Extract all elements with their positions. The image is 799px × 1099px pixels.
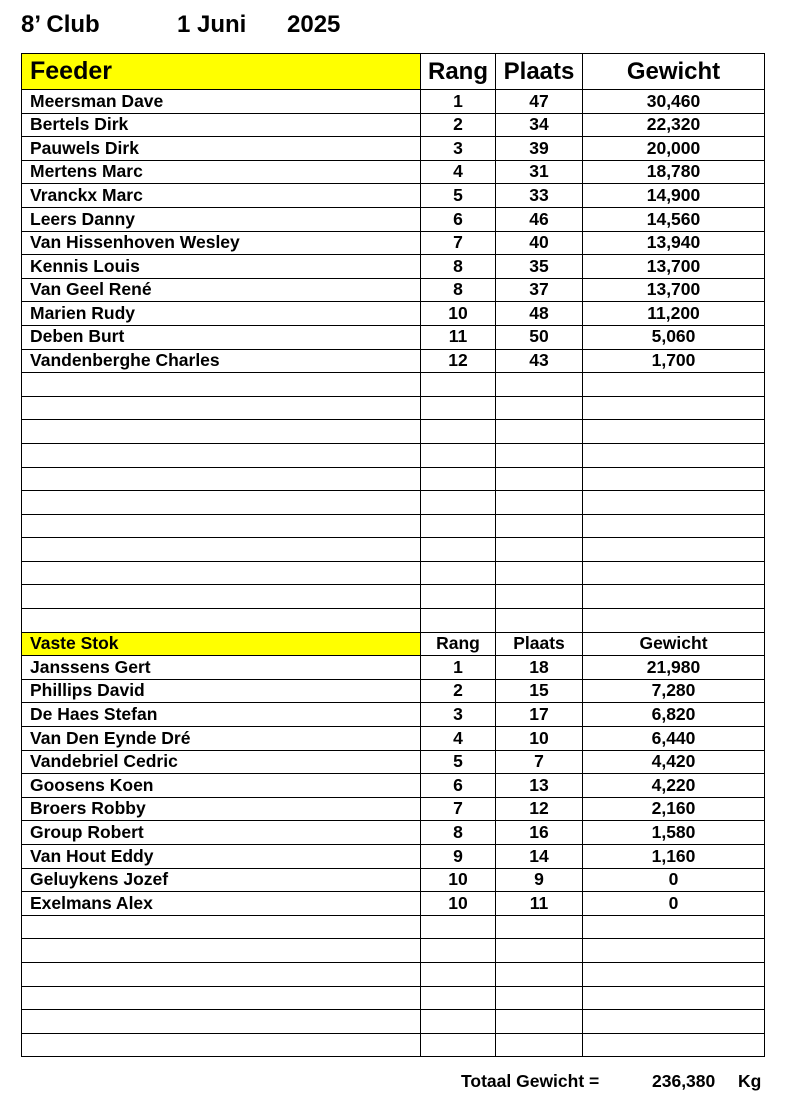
empty-cell [496, 1010, 583, 1034]
rang-cell: 6 [421, 207, 496, 231]
total-weight-label: Totaal Gewicht = [461, 1070, 600, 1091]
empty-cell [22, 609, 421, 633]
empty-cell [583, 915, 765, 939]
empty-cell [421, 609, 496, 633]
empty-cell [421, 373, 496, 397]
empty-cell [583, 585, 765, 609]
empty-cell [421, 962, 496, 986]
plaats-cell: 47 [496, 90, 583, 114]
total-weight-value: 236,380 [652, 1070, 716, 1091]
rang-cell: 1 [421, 90, 496, 114]
angler-name: Goosens Koen [22, 774, 421, 798]
empty-cell [421, 561, 496, 585]
angler-name: Vandebriel Cedric [22, 750, 421, 774]
rang-cell: 3 [421, 137, 496, 161]
gewicht-cell: 5,060 [583, 325, 765, 349]
table-row [22, 892, 765, 916]
empty-cell [496, 514, 583, 538]
empty-cell [22, 443, 421, 467]
empty-row [22, 467, 765, 491]
angler-name: Leers Danny [22, 207, 421, 231]
gewicht-cell: 0 [583, 868, 765, 892]
rang-cell: 5 [421, 750, 496, 774]
gewicht-cell: 21,980 [583, 656, 765, 680]
empty-cell [421, 1033, 496, 1057]
empty-cell [496, 939, 583, 963]
plaats-cell: 46 [496, 207, 583, 231]
plaats-cell: 12 [496, 797, 583, 821]
gewicht-cell: 4,220 [583, 774, 765, 798]
angler-name: De Haes Stefan [22, 703, 421, 727]
empty-cell [496, 1033, 583, 1057]
empty-cell [421, 491, 496, 515]
empty-row [22, 514, 765, 538]
page-title [21, 8, 340, 42]
gewicht-cell: 1,700 [583, 349, 765, 373]
plaats-cell: 16 [496, 821, 583, 845]
empty-row [22, 1010, 765, 1034]
angler-name: Van Hissenhoven Wesley [22, 231, 421, 255]
empty-row [22, 939, 765, 963]
empty-cell [421, 585, 496, 609]
rang-cell: 2 [421, 679, 496, 703]
plaats-cell: 40 [496, 231, 583, 255]
section-title: Vaste Stok [22, 632, 421, 656]
gewicht-cell: 30,460 [583, 90, 765, 114]
gewicht-cell: 2,160 [583, 797, 765, 821]
empty-cell [496, 491, 583, 515]
empty-row [22, 538, 765, 562]
empty-row [22, 561, 765, 585]
empty-row [22, 443, 765, 467]
empty-cell [583, 443, 765, 467]
empty-cell [22, 561, 421, 585]
empty-row [22, 986, 765, 1010]
gewicht-cell: 20,000 [583, 137, 765, 161]
gewicht-cell: 18,780 [583, 160, 765, 184]
total-weight-unit: Kg [738, 1070, 762, 1091]
plaats-cell: 10 [496, 727, 583, 751]
empty-cell [583, 1010, 765, 1034]
rang-cell: 3 [421, 703, 496, 727]
plaats-cell: 14 [496, 845, 583, 869]
empty-cell [421, 986, 496, 1010]
empty-cell [22, 491, 421, 515]
empty-cell [583, 396, 765, 420]
plaats-cell: 15 [496, 679, 583, 703]
gewicht-cell: 4,420 [583, 750, 765, 774]
empty-cell [496, 962, 583, 986]
empty-cell [583, 561, 765, 585]
column-header-gewicht: Gewicht [583, 632, 765, 656]
empty-row [22, 396, 765, 420]
table-row [22, 750, 765, 774]
angler-name: Meersman Dave [22, 90, 421, 114]
rang-cell: 12 [421, 349, 496, 373]
empty-cell [496, 443, 583, 467]
plaats-cell: 39 [496, 137, 583, 161]
table-row [22, 160, 765, 184]
rang-cell: 9 [421, 845, 496, 869]
empty-cell [421, 443, 496, 467]
plaats-cell: 43 [496, 349, 583, 373]
empty-cell [22, 939, 421, 963]
rang-cell: 7 [421, 797, 496, 821]
rang-cell: 10 [421, 892, 496, 916]
empty-cell [22, 538, 421, 562]
gewicht-cell: 14,900 [583, 184, 765, 208]
gewicht-cell: 13,700 [583, 278, 765, 302]
empty-cell [22, 514, 421, 538]
gewicht-cell: 6,820 [583, 703, 765, 727]
empty-cell [22, 962, 421, 986]
event-year: 2025 [287, 11, 341, 38]
empty-cell [22, 467, 421, 491]
empty-cell [496, 915, 583, 939]
table-row [22, 774, 765, 798]
empty-cell [496, 373, 583, 397]
empty-cell [496, 561, 583, 585]
feeder-header-row [22, 54, 765, 90]
table-row [22, 821, 765, 845]
plaats-cell: 50 [496, 325, 583, 349]
empty-row [22, 491, 765, 515]
plaats-cell: 34 [496, 113, 583, 137]
angler-name: Pauwels Dirk [22, 137, 421, 161]
table-row [22, 703, 765, 727]
empty-cell [583, 962, 765, 986]
plaats-cell: 13 [496, 774, 583, 798]
empty-cell [583, 609, 765, 633]
event-date: 1 Juni [177, 11, 247, 38]
plaats-cell: 37 [496, 278, 583, 302]
rang-cell: 11 [421, 325, 496, 349]
table-row [22, 868, 765, 892]
empty-cell [22, 396, 421, 420]
rang-cell: 8 [421, 821, 496, 845]
table-row [22, 679, 765, 703]
angler-name: Mertens Marc [22, 160, 421, 184]
rang-cell: 2 [421, 113, 496, 137]
empty-cell [496, 467, 583, 491]
gewicht-cell: 0 [583, 892, 765, 916]
table-row [22, 137, 765, 161]
empty-row [22, 585, 765, 609]
gewicht-cell: 1,580 [583, 821, 765, 845]
table-row [22, 727, 765, 751]
empty-cell [421, 1010, 496, 1034]
angler-name: Marien Rudy [22, 302, 421, 326]
plaats-cell: 33 [496, 184, 583, 208]
column-header-gewicht: Gewicht [583, 54, 765, 90]
empty-cell [421, 467, 496, 491]
rang-cell: 8 [421, 278, 496, 302]
plaats-cell: 9 [496, 868, 583, 892]
rang-cell: 5 [421, 184, 496, 208]
rang-cell: 8 [421, 255, 496, 279]
empty-cell [583, 373, 765, 397]
empty-cell [496, 420, 583, 444]
rang-cell: 4 [421, 727, 496, 751]
angler-name: Exelmans Alex [22, 892, 421, 916]
column-header-plaats: Plaats [496, 54, 583, 90]
empty-row [22, 962, 765, 986]
table-row [22, 255, 765, 279]
gewicht-cell: 22,320 [583, 113, 765, 137]
empty-cell [421, 915, 496, 939]
empty-cell [22, 1010, 421, 1034]
empty-cell [583, 986, 765, 1010]
table-row [22, 278, 765, 302]
gewicht-cell: 14,560 [583, 207, 765, 231]
rang-cell: 10 [421, 868, 496, 892]
empty-row [22, 915, 765, 939]
plaats-cell: 11 [496, 892, 583, 916]
plaats-cell: 17 [496, 703, 583, 727]
empty-cell [421, 538, 496, 562]
gewicht-cell: 13,940 [583, 231, 765, 255]
angler-name: Deben Burt [22, 325, 421, 349]
angler-name: Broers Robby [22, 797, 421, 821]
empty-cell [583, 538, 765, 562]
empty-cell [496, 986, 583, 1010]
plaats-cell: 18 [496, 656, 583, 680]
gewicht-cell: 11,200 [583, 302, 765, 326]
plaats-cell: 48 [496, 302, 583, 326]
table-row [22, 845, 765, 869]
club-name: 8’ Club [21, 11, 100, 38]
angler-name: Vandenberghe Charles [22, 349, 421, 373]
angler-name: Phillips David [22, 679, 421, 703]
empty-cell [421, 396, 496, 420]
empty-cell [583, 514, 765, 538]
empty-row [22, 1033, 765, 1057]
gewicht-cell: 6,440 [583, 727, 765, 751]
angler-name: Van Den Eynde Dré [22, 727, 421, 751]
angler-name: Geluykens Jozef [22, 868, 421, 892]
rang-cell: 10 [421, 302, 496, 326]
angler-name: Van Hout Eddy [22, 845, 421, 869]
table-row [22, 656, 765, 680]
empty-row [22, 609, 765, 633]
angler-name: Van Geel René [22, 278, 421, 302]
empty-cell [22, 585, 421, 609]
gewicht-cell: 7,280 [583, 679, 765, 703]
column-header-rang: Rang [421, 54, 496, 90]
empty-cell [22, 420, 421, 444]
plaats-cell: 31 [496, 160, 583, 184]
empty-cell [22, 1033, 421, 1057]
empty-cell [583, 939, 765, 963]
empty-cell [421, 514, 496, 538]
column-header-plaats: Plaats [496, 632, 583, 656]
empty-row [22, 373, 765, 397]
empty-cell [496, 585, 583, 609]
rang-cell: 4 [421, 160, 496, 184]
table-row [22, 90, 765, 114]
angler-name: Group Robert [22, 821, 421, 845]
rang-cell: 6 [421, 774, 496, 798]
empty-cell [583, 420, 765, 444]
empty-cell [22, 915, 421, 939]
empty-cell [421, 420, 496, 444]
empty-cell [583, 467, 765, 491]
angler-name: Janssens Gert [22, 656, 421, 680]
empty-cell [22, 986, 421, 1010]
angler-name: Vranckx Marc [22, 184, 421, 208]
angler-name: Bertels Dirk [22, 113, 421, 137]
empty-cell [496, 396, 583, 420]
empty-cell [421, 939, 496, 963]
table-row [22, 184, 765, 208]
rang-cell: 1 [421, 656, 496, 680]
table-row [22, 797, 765, 821]
empty-cell [583, 491, 765, 515]
plaats-cell: 35 [496, 255, 583, 279]
section-title: Feeder [22, 54, 421, 90]
plaats-cell: 7 [496, 750, 583, 774]
empty-row [22, 420, 765, 444]
empty-cell [496, 538, 583, 562]
angler-name: Kennis Louis [22, 255, 421, 279]
results-table [21, 53, 765, 1057]
table-row [22, 325, 765, 349]
table-row [22, 113, 765, 137]
empty-cell [496, 609, 583, 633]
gewicht-cell: 1,160 [583, 845, 765, 869]
empty-cell [583, 1033, 765, 1057]
table-row [22, 207, 765, 231]
rang-cell: 7 [421, 231, 496, 255]
column-header-rang: Rang [421, 632, 496, 656]
table-row [22, 349, 765, 373]
table-row [22, 231, 765, 255]
gewicht-cell: 13,700 [583, 255, 765, 279]
table-row [22, 302, 765, 326]
empty-cell [22, 373, 421, 397]
vaste-stok-header-row [22, 632, 765, 656]
